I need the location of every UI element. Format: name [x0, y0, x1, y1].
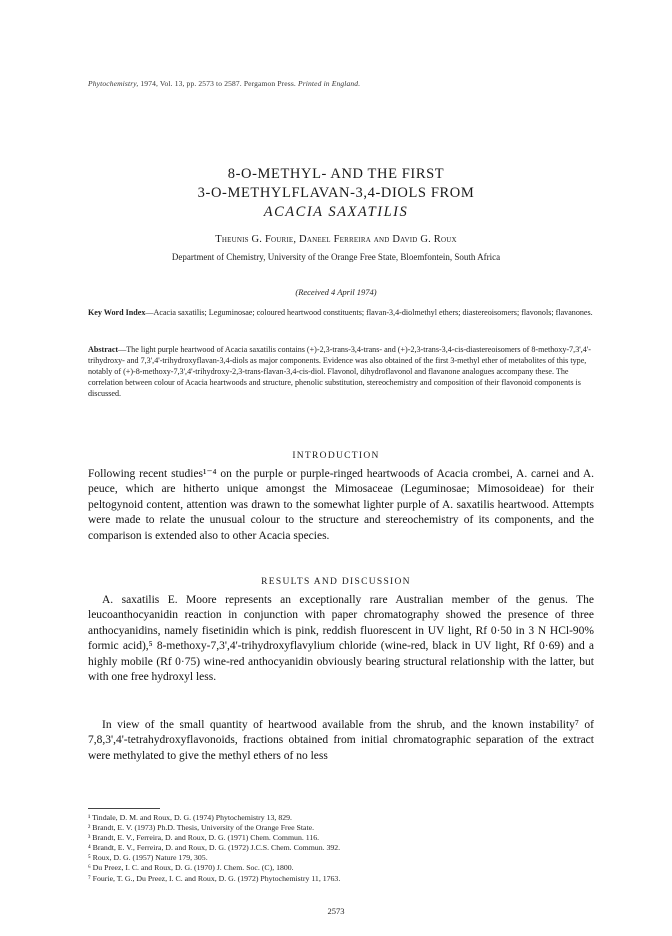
- reference-item: ⁶ Du Preez, I. C. and Roux, D. G. (1970) J. Chem. Soc. (C), 1800.: [88, 863, 294, 873]
- received-date: (Received 4 April 1974): [295, 287, 377, 297]
- running-header: [88, 79, 360, 88]
- results-paragraph-1: A. saxatilis E. Moore represents an exceptionally rare Australian member of the genus. The leucoanthocyanidin reaction in conjunction with paper chromatography showed the presence of three anthocyanidins, namely fisetinidin which is pink, reddish fluorescent in UV light, Rf 0·50 in 3 N HCl-90% formic acid),⁵ 8-methoxy-7,3',4'-trihydroxyflavylium chloride (wine-red, black in UV light, Rf 0·69) and a highly mobile (Rf 0·75) wine-red anthocyanidin obviously bearing structural relationship with the latter, but with one free hydroxyl less.: [88, 594, 594, 684]
- affiliation: Department of Chemistry, University of the Orange Free State, Bloemfontein, South Africa: [171, 252, 501, 262]
- results-paragraph-2: In view of the small quantity of heartwood available from the shrub, and the known instability⁷ of 7,8,3',4'-tetrahydroxyflavonoids, fractions obtained from initial chromatographic separation of the extract were methylated to give the methyl ethers of no less: [88, 719, 594, 762]
- author-list: Theunis G. Fourie, Daneel Ferreira and David G. Roux: [215, 234, 457, 245]
- title-line-3: ACACIA SAXATILIS: [263, 204, 409, 220]
- key-word-index: [88, 307, 594, 318]
- abstract-label: Abstract: [88, 345, 119, 354]
- reference-list: [88, 813, 594, 884]
- results-heading: RESULTS AND DISCUSSION: [261, 577, 411, 587]
- reference-item: ³ Brandt, E. V., Ferreira, D. and Roux, D. G. (1971) Chem. Commun. 116.: [88, 833, 320, 843]
- header-printed: Printed in England.: [298, 79, 361, 88]
- reference-item: ² Brandt, E. V. (1973) Ph.D. Thesis, University of the Orange Free State.: [88, 823, 315, 833]
- reference-item: ¹ Tindale, D. M. and Roux, D. G. (1974) Phytochemistry 13, 829.: [88, 813, 292, 822]
- introduction-heading: INTRODUCTION: [292, 451, 380, 461]
- key-word-text: —Acacia saxatilis; Leguminosae; coloured heartwood constituents; flavan-3,4-diolmethyl ethers; diastereoisomers; flavonols; flavanones.: [145, 308, 593, 317]
- reference-item: ⁴ Brandt, E. V., Ferreira, D. and Roux, D. G. (1972) J.C.S. Chem. Commun. 392.: [88, 843, 341, 853]
- title-line-2: 3-O-METHYLFLAVAN-3,4-DIOLS FROM: [197, 185, 475, 201]
- reference-item: ⁵ Roux, D. G. (1957) Nature 179, 305.: [88, 853, 208, 863]
- header-journal: Phytochemistry,: [88, 79, 139, 88]
- key-word-label: Key Word Index: [88, 308, 146, 317]
- header-publisher: Pergamon Press.: [243, 79, 296, 88]
- page-number: 2573: [327, 906, 345, 916]
- introduction-paragraph: Following recent studies¹⁻⁴ on the purple or purple-ringed heartwoods of Acacia crombei, A. carnei and A. peuce, which are hitherto unique amongst the Mimosaceae (Leguminosae; Mimosoideae) for their peltogynoid content, attention was drawn to the somewhat lighter purple of A. saxatilis heartwood. Attempts were made to relate the unusual colour to the structure and stereochemistry of its components, and the comparison is extended also to other Acacia species.: [88, 468, 594, 542]
- abstract: [88, 344, 594, 399]
- header-citation: 1974, Vol. 13, pp. 2573 to 2587.: [140, 79, 242, 88]
- title-line-1: 8-O-METHYL- AND THE FIRST: [227, 166, 445, 182]
- reference-item: ⁷ Fourie, T. G., Du Preez, I. C. and Roux, D. G. (1972) Phytochemistry 11, 1763.: [88, 873, 341, 883]
- abstract-text: —The light purple heartwood of Acacia saxatilis contains (+)-2,3-trans-3,4-trans- and (+)-2,3-trans-3,4-cis-diastereoisomers of 8-methoxy-7,3',4'-trihydroxy- and 7,3',4'-trihydroxyflavan-3,4-diols as major components. Evidence was also obtained of the first 3-methyl ether of metabolites of this type, notably of (+)-8-methoxy-7,3',4'-trihydroxy-2,3-trans-flavan-3,4-cis-diol. Flavonol, dihydroflavonol and flavanone analogues accompany these. The correlation between colour of Acacia heartwoods and structure, phenolic substitution, stereochemistry and composition of their flavonoid components is discussed.: [88, 345, 591, 398]
- footnote-rule: [88, 808, 160, 809]
